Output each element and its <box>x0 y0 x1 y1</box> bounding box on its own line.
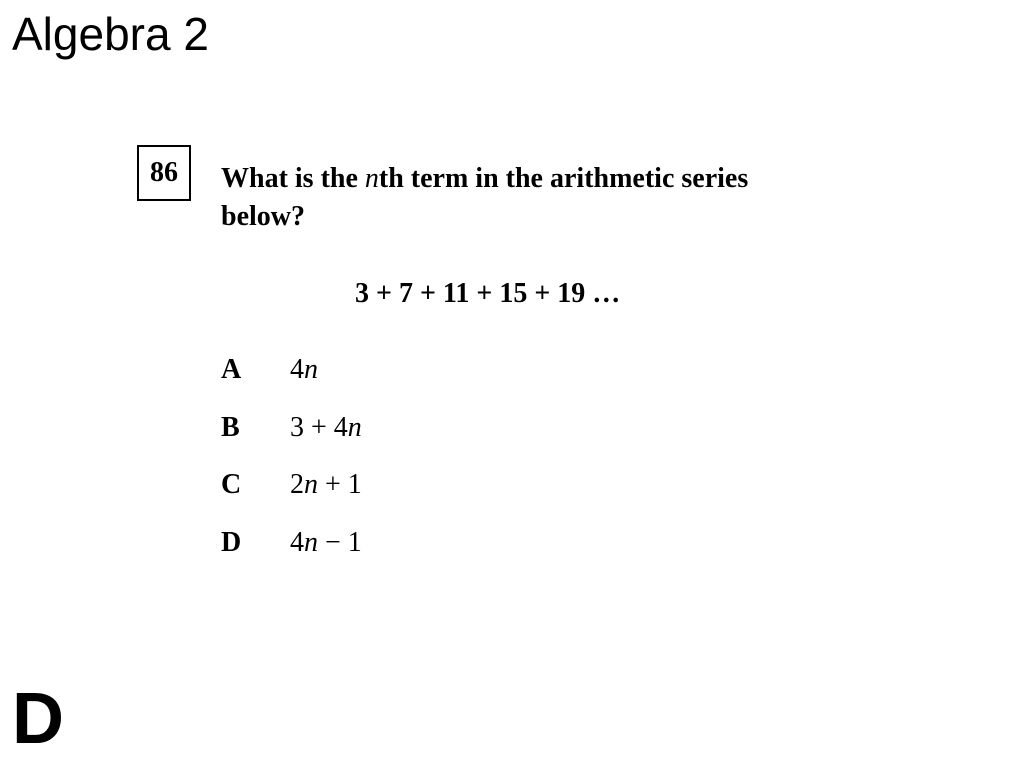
choice-expression: 4n − 1 <box>290 527 362 558</box>
choice-letter: C <box>221 469 242 500</box>
slide-title: Algebra 2 <box>12 8 209 60</box>
question-text-start: What is the <box>221 163 365 194</box>
choice-expression: 3 + 4n <box>290 412 362 443</box>
question-text <box>221 160 801 236</box>
choice-letter: D <box>221 527 242 558</box>
choice-expression: 4n <box>290 354 318 385</box>
question-text-end: th term in the arithmetic series below? <box>221 163 749 232</box>
answer-label: D <box>12 679 64 759</box>
question-number-box: 86 <box>137 145 191 201</box>
choice-letter: A <box>221 354 242 385</box>
question-variable: n <box>364 163 379 194</box>
choice-letter: B <box>221 412 240 443</box>
arithmetic-series: 3 + 7 + 11 + 15 + 19 … <box>355 278 621 309</box>
choice-expression: 2n + 1 <box>290 469 362 500</box>
